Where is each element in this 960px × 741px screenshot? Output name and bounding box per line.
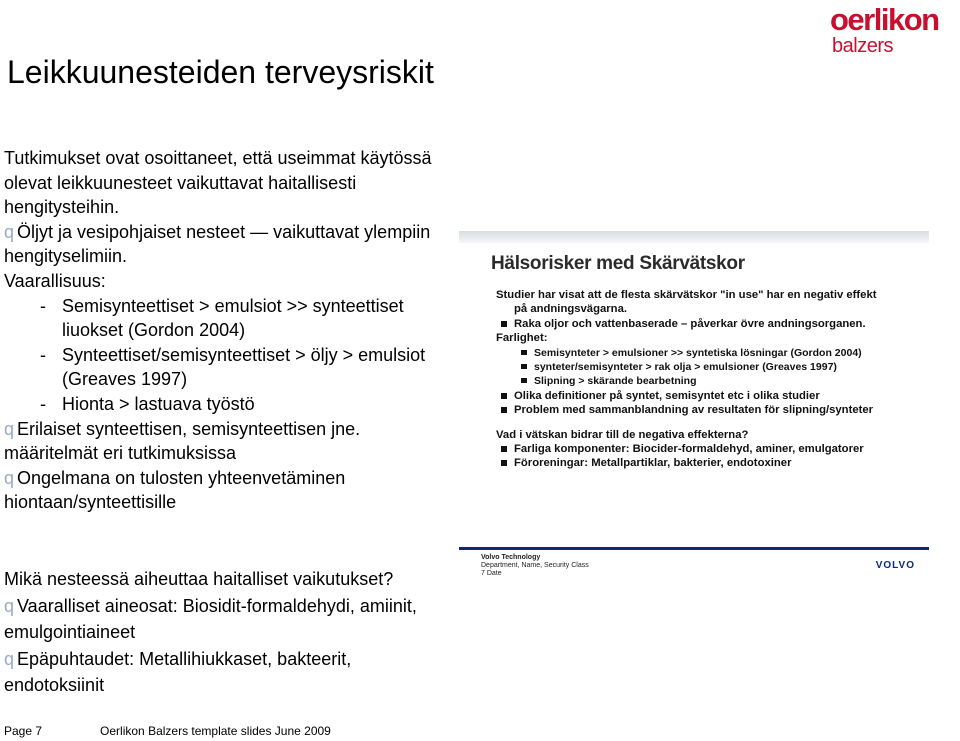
risk-item: [4, 343, 486, 368]
embedded-footer-line: Department, Name, Security Class: [481, 562, 589, 569]
risk-text: Synteettiset/semisynteettiset > öljy > emulsiot: [62, 344, 426, 365]
bullet-text: Vaaralliset aineosat: Biosidit-formaldehydi, amiinit,: [17, 595, 417, 616]
dash-marker: -: [40, 295, 46, 316]
risk-item: [4, 294, 486, 319]
embedded-sub-bullet: Semisynteter > emulsioner >> syntetiska lösningar (Gordon 2004): [496, 346, 926, 360]
embedded-footer-company: Volvo Technology: [481, 554, 541, 561]
slide-title: Leikkuunesteiden terveysriskit: [7, 54, 434, 90]
embedded-bullet: Raka oljor och vattenbaserade – påverkar övre andningsorganen.: [496, 317, 926, 331]
bullet-text: Erilaiset synteettisen, semisynteettisen jne.: [17, 418, 361, 439]
bullet-item: [4, 417, 486, 442]
dash-marker: -: [40, 393, 46, 414]
embedded-slide-image: [459, 231, 929, 581]
risk-text: Semisynteettiset > emulsiot >> synteettiset: [62, 295, 404, 316]
page-footer: [4, 724, 389, 738]
embedded-sub-bullet: synteter/semisynteter > rak olja > emulsioner (Greaves 1997): [496, 360, 926, 374]
embedded-text: Studier har visat att de flesta skärvätskor "in use" har en negativ effekt: [496, 289, 877, 301]
embedded-bullet: Farliga komponenter: Biocider-formaldehyd, aminer, emulgatorer: [496, 442, 926, 456]
risk-item: [4, 392, 486, 417]
embedded-footer-line: 7 Date: [481, 570, 502, 577]
bullet-text: Öljyt ja vesipohjaiset nesteet — vaikuttavat ylempiin: [17, 221, 431, 242]
risk-heading: Vaarallisuus:: [4, 270, 106, 291]
embedded-footer-bar: [459, 547, 929, 550]
bullet-item-cont: määritelmät eri tutkimuksissa: [4, 443, 237, 464]
embedded-bullet: Olika definitioner på syntet, semisyntet etc i olika studier: [496, 389, 926, 403]
question-line: Mikä nesteessä aiheuttaa haitalliset vaikutukset?: [4, 569, 394, 589]
page-number: Page 7: [4, 724, 43, 738]
logo-sub-text: balzers: [832, 35, 893, 57]
embedded-slide-body: [496, 288, 926, 471]
risk-text: Hionta > lastuava työstö: [62, 393, 255, 414]
bullet-item: [4, 220, 486, 245]
bullet-item-cont: endotoksiinit: [4, 675, 105, 695]
template-note: Oerlikon Balzers template slides June 2009: [100, 724, 331, 738]
bullet-marker: q: [4, 221, 15, 242]
bullet-text: Epäpuhtaudet: Metallihiukkaset, bakteerit,: [17, 648, 352, 669]
intro-line: hengitysteihin.: [4, 197, 120, 218]
bullet-marker: q: [4, 418, 15, 439]
bullet-item: [4, 646, 484, 673]
bullet-item-cont: hiontaan/synteettisille: [4, 492, 177, 513]
bullet-item-cont: hengityselimiin.: [4, 246, 128, 267]
embedded-sub-bullet: Slipning > skärande bearbetning: [496, 374, 926, 388]
bullet-marker: q: [4, 595, 15, 616]
embedded-text: på andningsvägarna.: [514, 303, 627, 316]
logo-main-text: oerlikon: [830, 2, 939, 37]
embedded-slide-title: Hälsorisker med Skärvätskor: [491, 253, 745, 274]
bullet-text: Ongelmana on tulosten yhteenvetäminen: [17, 467, 346, 488]
bullet-item: [4, 593, 484, 620]
embedded-text: Vad i vätskan bidrar till de negativa effekterna?: [496, 428, 749, 441]
embedded-bullet: Problem med sammanblandning av resultaten för slipning/synteter: [496, 403, 926, 417]
risk-item-cont: liuokset (Gordon 2004): [62, 320, 246, 341]
embedded-bullet: Föroreningar: Metallpartiklar, bakterier, endotoxiner: [496, 456, 926, 470]
slide-top-bar: [459, 231, 929, 243]
dash-marker: -: [40, 344, 46, 365]
embedded-footer: [481, 554, 589, 578]
intro-line: olevat leikkuunesteet vaikuttavat haitallisesti: [4, 172, 357, 193]
oerlikon-balzers-logo: [830, 4, 954, 56]
bullet-marker: q: [4, 648, 15, 669]
intro-line: Tutkimukset ovat osoittaneet, että useimmat käytössä: [4, 148, 432, 168]
embedded-text: Farlighet:: [496, 332, 548, 345]
bullet-marker: q: [4, 467, 15, 488]
lower-text: [4, 566, 484, 699]
bullet-item-cont: emulgointiaineet: [4, 622, 136, 642]
volvo-logo: VOLVO: [875, 560, 915, 571]
risk-item-cont: (Greaves 1997): [62, 369, 188, 390]
bullet-item: [4, 466, 486, 491]
intro-text: [4, 146, 486, 515]
